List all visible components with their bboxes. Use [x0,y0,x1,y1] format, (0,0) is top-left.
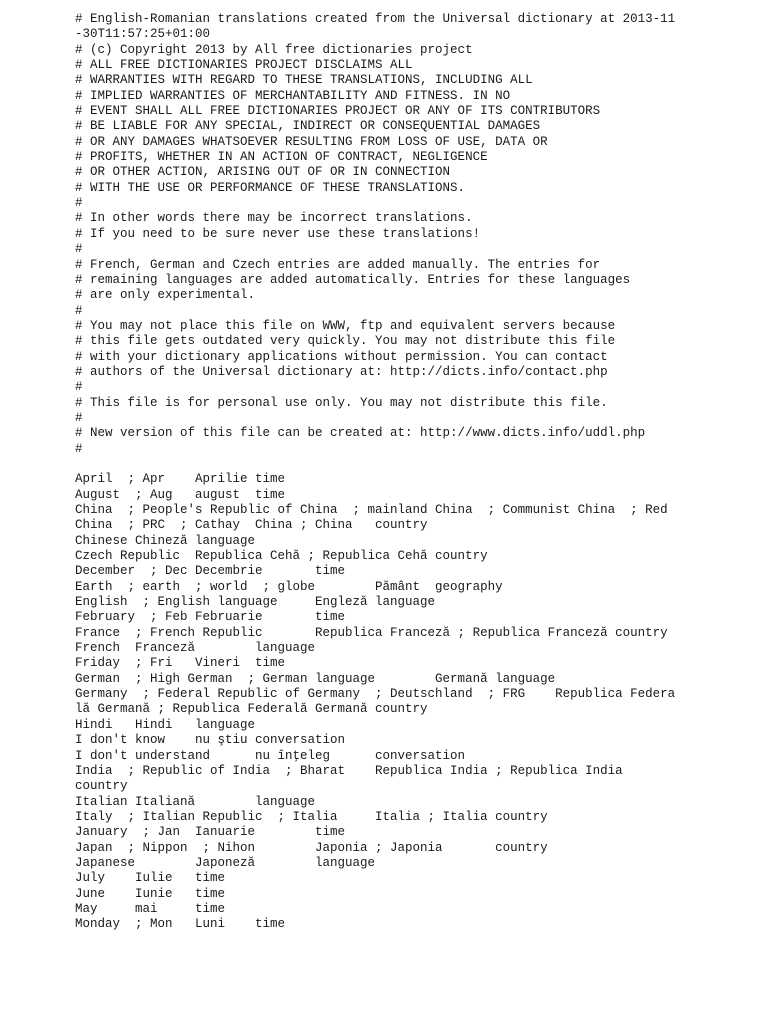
text-line: # OR ANY DAMAGES WHATSOEVER RESULTING FROM LOSS OF USE, DATA OR [75,134,548,149]
text-line [75,457,755,472]
text-line: # New version of this file can be created at: http://www.dicts.info/uddl.php [75,426,646,441]
text-line: country [75,779,128,794]
text-line: # If you need to be sure never use these translations! [75,226,481,241]
text-line: # (c) Copyright 2013 by All free dictionaries project [75,42,473,57]
text-line: # WARRANTIES WITH REGARD TO THESE TRANSLATIONS, INCLUDING ALL [75,73,533,88]
text-line: May mai time [75,901,226,916]
text-line: # EVENT SHALL ALL FREE DICTIONARIES PROJECT OR ANY OF ITS CONTRIBUTORS [75,104,601,119]
text-line: Germany ; Federal Republic of Germany ; Deutschland ; FRG Republica Federa [75,687,676,702]
text-line: -30T11:57:25+01:00 [75,27,211,42]
text-line: # BE LIABLE FOR ANY SPECIAL, INDIRECT OR CONSEQUENTIAL DAMAGES [75,119,541,134]
text-line: Friday ; Fri Vineri time [75,656,286,671]
text-line: Japanese Japoneză language [75,855,376,870]
text-line: April ; Apr Aprilie time [75,472,286,487]
text-line: # [75,196,83,211]
text-line: August ; Aug august time [75,487,286,502]
text-line: Japan ; Nippon ; Nihon Japonia ; Japonia country [75,840,548,855]
text-line: June Iunie time [75,886,226,901]
text-line: India ; Republic of India ; Bharat Republica India ; Republica India [75,763,623,778]
text-line: # WITH THE USE OR PERFORMANCE OF THESE TRANSLATIONS. [75,180,466,195]
text-line: Chinese Chineză language [75,533,256,548]
text-line: January ; Jan Ianuarie time [75,825,346,840]
text-line: Earth ; earth ; world ; globe Pământ geography [75,579,503,594]
text-line: English ; English language Engleză language [75,595,436,610]
text-line: Italy ; Italian Republic ; Italia Italia ; Italia country [75,809,548,824]
text-line: lă Germană ; Republica Federală Germană country [75,702,428,717]
text-line: # remaining languages are added automatically. Entries for these languages [75,272,631,287]
text-line: China ; People's Republic of China ; mainland China ; Communist China ; Red [75,503,668,517]
text-line: # ALL FREE DICTIONARIES PROJECT DISCLAIMS ALL [75,58,413,73]
text-line: Czech Republic Republica Cehă ; Republica Cehă country [75,549,488,564]
text-line: July Iulie time [75,871,226,886]
text-line: German ; High German ; German language Germană language [75,671,556,686]
text-line: # [75,242,83,257]
text-line: Monday ; Mon Luni time [75,917,286,932]
text-line: I don't know nu ştiu conversation [75,733,346,748]
text-line: France ; French Republic Republica Franceză ; Republica Franceză country [75,625,668,640]
text-line: # are only experimental. [75,288,256,303]
text-line: China ; PRC ; Cathay China ; China country [75,518,428,533]
text-line: French Franceză language [75,641,316,656]
text-line: # IMPLIED WARRANTIES OF MERCHANTABILITY AND FITNESS. IN NO [75,88,511,103]
text-line: December ; Dec Decembrie time [75,564,346,579]
text-line: # In other words there may be incorrect translations. [75,211,473,226]
text-line: # PROFITS, WHETHER IN AN ACTION OF CONTRACT, NEGLIGENCE [75,150,488,165]
text-line: # You may not place this file on WWW, ftp and equivalent servers because [75,318,616,333]
text-line: I don't understand nu înţeleg conversation [75,748,466,763]
text-line: # [75,303,83,318]
text-line: # [75,380,83,395]
text-line: # [75,410,83,425]
text-line: # French, German and Czech entries are added manually. The entries for [75,257,601,272]
text-line: # this file gets outdated very quickly. You may not distribute this file [75,334,616,349]
document-page [75,12,755,933]
text-line: # authors of the Universal dictionary at: http://dicts.info/contact.php [75,364,608,379]
text-line: # with your dictionary applications without permission. You can contact [75,349,608,364]
text-line: February ; Feb Februarie time [75,610,346,625]
text-line: # English-Romanian translations created from the Universal dictionary at 2013-11 [75,12,676,26]
text-line: Hindi Hindi language [75,717,256,732]
text-line: # OR OTHER ACTION, ARISING OUT OF OR IN CONNECTION [75,165,451,180]
text-line: # This file is for personal use only. You may not distribute this file. [75,395,608,410]
text-line: # [75,441,83,456]
text-line: Italian Italiană language [75,794,316,809]
